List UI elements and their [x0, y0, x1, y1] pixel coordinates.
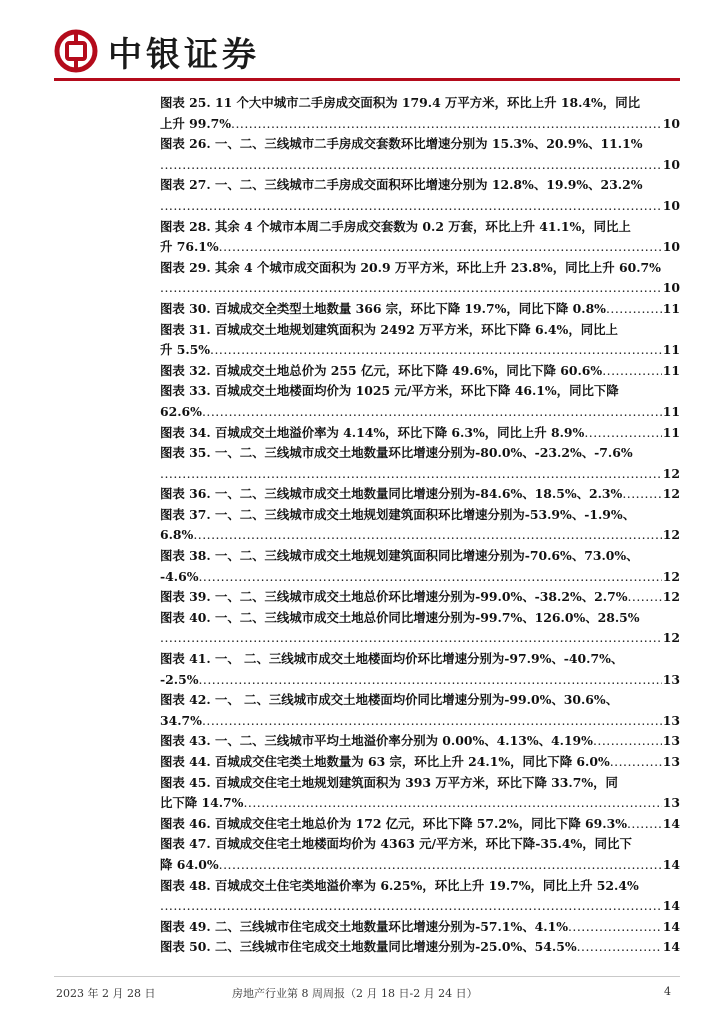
toc-entry-continuation: 升 5.5% — [160, 342, 211, 358]
dot-leader — [602, 361, 662, 382]
toc-entry[interactable] — [160, 917, 680, 938]
toc-entry[interactable] — [160, 320, 680, 361]
dot-leader — [160, 196, 662, 217]
toc-entry-page: 14 — [662, 898, 680, 914]
toc-entry-title: 图表 38. 一、二、三线城市成交土地规划建筑面积同比增速分别为-70.6%、73.0%、 — [160, 548, 639, 564]
dot-leader — [160, 278, 662, 299]
toc-entry[interactable] — [160, 834, 680, 875]
toc-entry[interactable] — [160, 299, 680, 320]
toc-entry-title: 图表 25. 11 个大中城市二手房成交面积为 179.4 万平方米，环比上升 18.4%，同比 — [160, 95, 640, 110]
dot-leader — [160, 155, 662, 176]
toc-entry[interactable] — [160, 608, 680, 649]
toc-entry[interactable] — [160, 546, 680, 587]
toc-entry-continuation: 62.6% — [160, 403, 202, 419]
toc-entry-page: 12 — [662, 568, 680, 584]
toc-entry-continuation: 升 76.1% — [160, 239, 219, 255]
footer-divider — [54, 976, 680, 977]
toc-entry-title: 图表 48. 百城成交土住宅类地溢价率为 6.25%，环比上升 19.7%，同比上升 52.4% — [160, 877, 639, 893]
toc-entry[interactable] — [160, 93, 680, 134]
toc-entry-page: 11 — [662, 362, 680, 378]
toc-entry-page: 12 — [662, 589, 680, 605]
toc-entry-title: 图表 43. 一、二、三线城市平均土地溢价率分别为 0.00%、4.13%、4.19% — [160, 733, 593, 749]
toc-entry-continuation: 34.7% — [160, 712, 202, 728]
toc-entry-page: 12 — [662, 527, 680, 543]
dot-leader — [219, 237, 662, 258]
toc-entry-title: 图表 30. 百城成交全类型土地数量 366 宗，环比下降 19.7%，同比下降 0.8% — [160, 300, 606, 316]
header-divider — [54, 78, 680, 81]
dot-leader — [193, 525, 661, 546]
toc-entry-title: 图表 42. 一、 二、三线城市成交土地楼面均价同比增速分别为-99.0%、30.6%、 — [160, 692, 619, 708]
toc-entry-page: 10 — [662, 280, 680, 296]
toc-entry-title: 图表 50. 二、三线城市住宅成交土地数量同比增速分别为-25.0%、54.5% — [160, 939, 577, 955]
toc-entry-continuation: 上升 99.7% — [160, 115, 232, 131]
dot-leader — [202, 402, 662, 423]
toc-entry-page: 11 — [662, 342, 680, 358]
dot-leader — [568, 917, 662, 938]
toc-entry-page: 13 — [662, 671, 680, 687]
toc-entry[interactable] — [160, 937, 680, 958]
dot-leader — [202, 711, 662, 732]
toc-entry[interactable] — [160, 505, 680, 546]
toc-entry-page: 10 — [662, 197, 680, 213]
toc-entry-continuation: 降 64.0% — [160, 856, 219, 872]
dot-leader — [231, 114, 662, 135]
toc-entry-page: 11 — [662, 424, 680, 440]
toc-entry-title: 图表 49. 二、三线城市住宅成交土地数量环比增速分别为-57.1%、4.1% — [160, 918, 568, 934]
toc-entry-title: 图表 36. 一、二、三线城市成交土地数量同比增速分别为-84.6%、18.5%、2.3% — [160, 486, 623, 502]
toc-entry[interactable] — [160, 361, 680, 382]
toc-entry-title: 图表 27. 一、二、三线城市二手房成交面积环比增速分别为 12.8%、19.9%、23.2% — [160, 177, 643, 193]
toc-entry[interactable] — [160, 134, 680, 175]
toc-entry-continuation: -2.5% — [160, 671, 199, 687]
table-of-figures — [160, 93, 680, 958]
dot-leader — [160, 464, 662, 485]
toc-entry-page: 14 — [662, 856, 680, 872]
toc-entry[interactable] — [160, 258, 680, 299]
toc-entry[interactable] — [160, 175, 680, 216]
dot-leader — [610, 752, 662, 773]
dot-leader — [584, 423, 661, 444]
dot-leader — [160, 896, 662, 917]
toc-entry-title: 图表 28. 其余 4 个城市本周二手房成交套数为 0.2 万套，环比上升 41.1%，同比上 — [160, 218, 631, 234]
toc-entry-title: 图表 39. 一、二、三线城市成交土地总价环比增速分别为-99.0%、-38.2%、2.7% — [160, 589, 628, 605]
toc-entry-title: 图表 37. 一、二、三线城市成交土地规划建筑面积环比增速分别为-53.9%、-1.9%、 — [160, 506, 636, 522]
toc-entry-page: 13 — [662, 733, 680, 749]
toc-entry[interactable] — [160, 587, 680, 608]
footer-page-number: 4 — [664, 985, 671, 998]
dot-leader — [627, 587, 661, 608]
toc-entry-page: 13 — [662, 712, 680, 728]
dot-leader — [198, 670, 661, 691]
toc-entry-title: 图表 44. 百城成交住宅类土地数量为 63 宗，环比上升 24.1%，同比下降 6.0% — [160, 754, 610, 769]
toc-entry-page: 10 — [662, 156, 680, 172]
toc-entry-title: 图表 31. 百城成交土地规划建筑面积为 2492 万平方米，环比下降 6.4%，同比上 — [160, 321, 618, 337]
toc-entry-page: 12 — [662, 465, 680, 481]
toc-entry-title: 图表 45. 百城成交住宅土地规划建筑面积为 393 万平方米，环比下降 33.7%，同 — [160, 774, 618, 790]
toc-entry-title: 图表 26. 一、二、三线城市二手房成交套数环比增速分别为 15.3%、20.9%、11.1% — [160, 136, 643, 152]
dot-leader — [593, 731, 662, 752]
toc-entry-page: 14 — [662, 815, 680, 831]
toc-entry-title: 图表 46. 百城成交住宅土地总价为 172 亿元，环比下降 57.2%，同比下降 69.3% — [160, 815, 627, 831]
toc-entry-page: 13 — [662, 754, 680, 769]
dot-leader — [627, 814, 662, 835]
dot-leader — [210, 340, 662, 361]
toc-entry-page: 10 — [662, 115, 680, 131]
toc-entry-title: 图表 35. 一、二、三线城市成交土地数量环比增速分别为-80.0%、-23.2%、-7.6% — [160, 445, 633, 461]
toc-entry-page: 12 — [662, 630, 680, 646]
toc-entry[interactable] — [160, 752, 680, 773]
toc-entry[interactable] — [160, 381, 680, 422]
toc-entry[interactable] — [160, 423, 680, 444]
toc-entry[interactable] — [160, 731, 680, 752]
footer-date: 2023 年 2 月 28 日 — [56, 987, 156, 1000]
toc-entry-title: 图表 40. 一、二、三线城市成交土地总价同比增速分别为-99.7%、126.0%、28.5% — [160, 609, 640, 625]
toc-entry-page: 11 — [662, 403, 680, 419]
toc-entry-continuation: -4.6% — [160, 568, 199, 584]
dot-leader — [198, 567, 661, 588]
toc-entry-page: 10 — [662, 239, 680, 255]
dot-leader — [219, 855, 662, 876]
toc-entry[interactable] — [160, 649, 680, 690]
dot-leader — [160, 628, 662, 649]
toc-entry-title: 图表 29. 其余 4 个城市成交面积为 20.9 万平方米，环比上升 23.8%，同比上升 60.7% — [160, 259, 661, 275]
toc-entry-page: 13 — [662, 795, 680, 811]
toc-entry[interactable] — [160, 876, 680, 917]
toc-entry[interactable] — [160, 484, 680, 505]
brand-name: 中银证券 — [108, 34, 260, 75]
toc-entry[interactable] — [160, 814, 680, 835]
toc-entry-page: 11 — [662, 300, 680, 316]
toc-entry-continuation: 6.8% — [160, 527, 194, 543]
toc-entry-title: 图表 34. 百城成交土地溢价率为 4.14%，环比下降 6.3%，同比上升 8.9% — [160, 424, 585, 440]
toc-entry[interactable] — [160, 690, 680, 731]
toc-entry[interactable] — [160, 773, 680, 814]
dot-leader — [622, 484, 661, 505]
footer-report-title: 房地产行业第 8 周周报（2 月 18 日-2 月 24 日） — [232, 987, 478, 1000]
page-header — [54, 26, 260, 76]
toc-entry-page: 14 — [662, 918, 680, 934]
toc-entry[interactable] — [160, 217, 680, 258]
toc-entry-title: 图表 41. 一、 二、三线城市成交土地楼面均价环比增速分别为-97.9%、-40.7%、 — [160, 651, 624, 667]
toc-entry-page: 12 — [662, 486, 680, 502]
toc-entry-page: 14 — [662, 939, 680, 955]
dot-leader — [606, 299, 662, 320]
bank-of-china-logo-icon — [54, 29, 98, 73]
dot-leader — [243, 793, 661, 814]
toc-entry-title: 图表 32. 百城成交土地总价为 255 亿元，环比下降 49.6%，同比下降 60.6% — [160, 362, 603, 378]
toc-entry-continuation: 比下降 14.7% — [160, 795, 244, 811]
toc-entry[interactable] — [160, 443, 680, 484]
toc-entry-title: 图表 33. 百城成交土地楼面均价为 1025 元/平方米，环比下降 46.1%，同比下降 — [160, 383, 619, 399]
toc-entry-title: 图表 47. 百城成交住宅土地楼面均价为 4363 元/平方米，环比下降-35.4%，同比下 — [160, 836, 632, 852]
dot-leader — [577, 937, 662, 958]
